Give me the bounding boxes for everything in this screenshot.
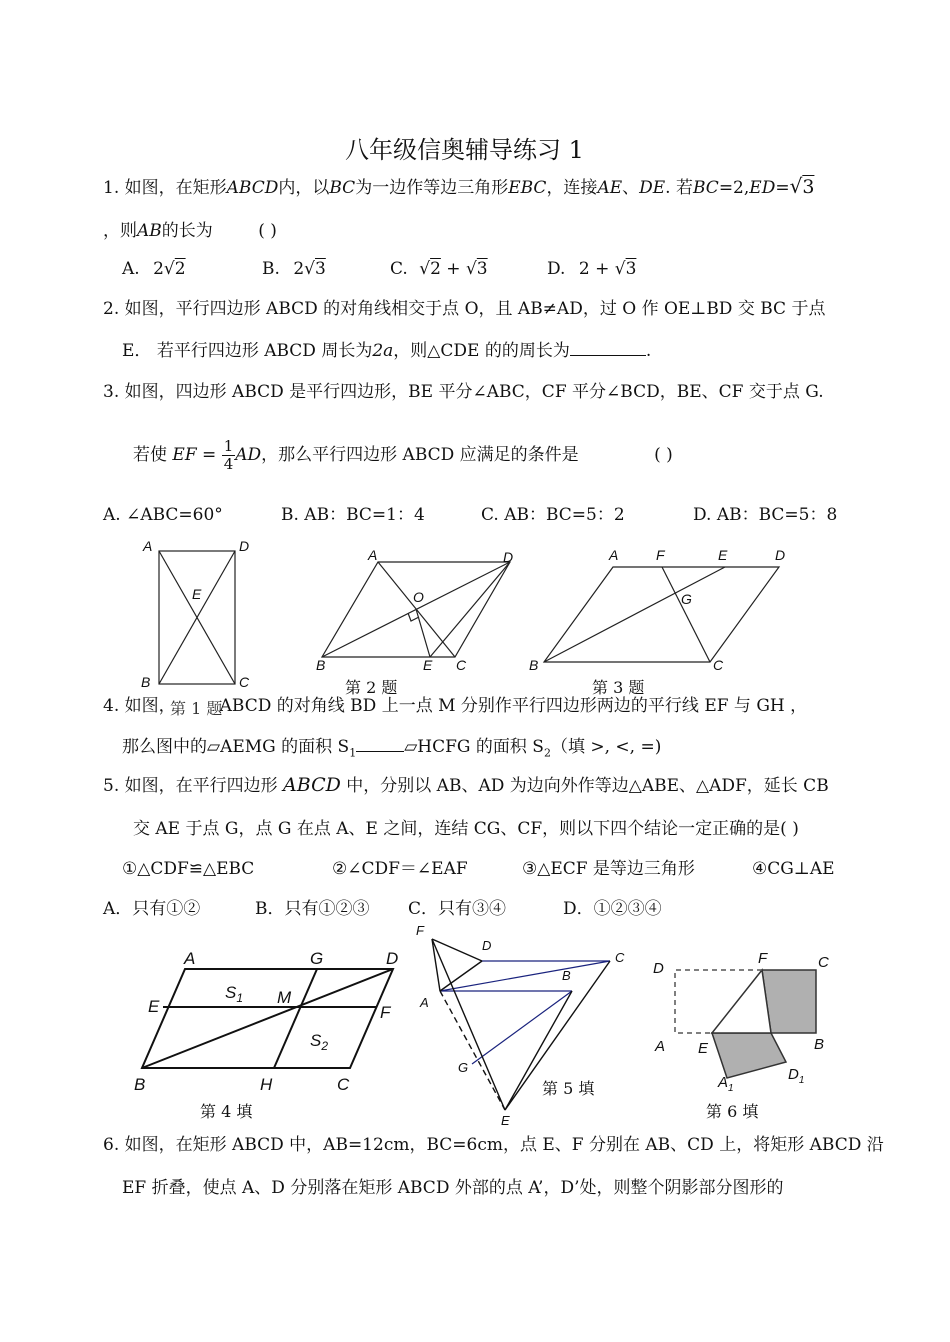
figure-2 (310, 540, 530, 680)
label-d: D (482, 938, 492, 953)
segment-ae-dashed (440, 991, 505, 1110)
answer-paren: ( ) (654, 445, 673, 465)
figure-1 (135, 535, 265, 700)
option-d: D. AB：BC=5：8 (693, 505, 838, 525)
segment-fe (432, 939, 505, 1110)
label-d1: $D_1$ (788, 1066, 805, 1086)
segment-ad (440, 961, 482, 991)
label-b: B (529, 657, 539, 673)
label-b: B (141, 674, 151, 690)
question-2-line-1: 2. 如图，平行四边形 ABCD 的对角线相交于点 O，且 AB≠AD，过 O 作 OE⊥BD 交 BC 于点 (103, 299, 826, 319)
answer-paren: ( ) (258, 221, 277, 241)
label-a: A (184, 949, 196, 968)
label-c: C (239, 674, 250, 690)
figure-1-caption: 第 1 题 (170, 699, 223, 718)
figure-3-caption: 第 3 题 (592, 678, 645, 697)
question-5-line-1: 5. 如图，在平行四边形 ABCD 中，分别以 AB、AD 为边向外作等边△ABE、△ADF，延长 CB (103, 774, 829, 796)
segment-gb (472, 991, 572, 1064)
question-5-line-2: 交 AE 于点 G，点 G 在点 A、E 之间，连结 CG、CF，则以下四个结论一定正确的是( ) (133, 819, 799, 839)
bisector-be (544, 567, 725, 662)
bisector-cf (662, 567, 710, 662)
label-b: B (562, 968, 571, 983)
label-e: E (423, 657, 433, 673)
question-6-line-2: EF 折叠，使点 A、D 分别落在矩形 ABCD 外部的点 A’，D’处，则整个阴影部分图形的 (122, 1178, 784, 1198)
label-c: C (713, 657, 724, 673)
segment-gh (274, 969, 317, 1068)
option-b: B. AB：BC=1：4 (281, 505, 425, 525)
statement-1: ①△CDF≌△EBC (122, 859, 255, 879)
label-s2: $S_2$ (310, 1031, 329, 1053)
question-3-line-1: 3. 如图，四边形 ABCD 是平行四边形，BE 平分∠ABC，CF 平分∠BCD，BE、CF 交于点 G. (103, 382, 824, 402)
label-f: F (380, 1003, 391, 1022)
fraction-one-quarter: $\frac{1}{4}$ (223, 437, 234, 473)
label-f: F (416, 923, 424, 938)
label-g: G (458, 1060, 469, 1075)
label-d: D (775, 547, 786, 563)
figure-2-caption: 第 2 题 (345, 678, 398, 697)
label-d: D (653, 960, 664, 977)
question-3-line-2: 若使 EF = $\frac{1}{4}$ AD，那么平行四边形 ABCD 应满足的条件是 ( ) (133, 437, 673, 473)
label-m: M (277, 988, 292, 1007)
question-2-line-2: E． 若平行四边形 ABCD 周长为2a，则△CDE 的的周长为 . (122, 341, 652, 361)
label-e: E (718, 547, 728, 563)
label-s1: $S_1$ (225, 983, 244, 1005)
label-c: C (818, 954, 829, 971)
option-a: A．只有①② (103, 899, 201, 919)
label-e: E (148, 997, 160, 1016)
question-4-line-1: 4. 如图， ABCD 的对角线 BD 上一点 M 分别作平行四边形两边的平行线 EF 与 GH ， (103, 696, 808, 716)
option-b: B. 2√3 (262, 259, 326, 279)
label-b: B (134, 1075, 146, 1094)
question-4-line-2: 那么图中的▱AEMG 的面积 $S_1$ ▱HCFG 的面积 $S_2$（填 >, <, =) (122, 737, 662, 760)
label-o: O (413, 589, 424, 605)
label-b: B (316, 657, 326, 673)
diagonal-bd (142, 969, 393, 1068)
label-a: A (420, 995, 429, 1010)
label-e: E (192, 586, 202, 602)
label-a: A (609, 547, 619, 563)
segment-de (430, 562, 510, 657)
figure-6 (650, 945, 840, 1095)
option-c: C. √2 + √3 (390, 259, 488, 279)
label-c: C (337, 1075, 350, 1094)
label-f: F (656, 547, 665, 563)
segment-ac (440, 961, 610, 991)
question-1-line-1: 1. 如图，在矩形ABCD内，以BC为一边作等边三角形EBC，连接AE、DE. 若BC=2,ED=√3 (103, 174, 815, 198)
folded-triangle (712, 970, 771, 1033)
figure-4-caption: 第 4 填 (200, 1102, 253, 1121)
answer-blank[interactable] (356, 751, 404, 752)
statement-3: ③△ECF 是等边三角形 (522, 859, 695, 879)
question-1-number: 1. (103, 178, 120, 198)
figure-5 (410, 922, 640, 1127)
question-6-line-1: 6. 如图，在矩形 ABCD 中，AB=12cm，BC=6cm，点 E、F 分别在 AB、CD 上，将矩形 ABCD 沿 (103, 1135, 884, 1155)
label-e: E (698, 1040, 709, 1057)
figure-4 (130, 940, 420, 1100)
label-a: A (655, 1038, 666, 1055)
question-1-line-2: ，则AB的长为 ( ) (103, 221, 277, 241)
label-a1: $A_1$ (718, 1074, 734, 1094)
label-d: D (386, 949, 399, 968)
answer-blank[interactable] (570, 355, 646, 356)
option-d: D. 2 + √3 (547, 259, 637, 279)
shaded-quad-ea1d1 (712, 1033, 786, 1078)
label-g: G (310, 949, 324, 968)
statement-2: ②∠CDF＝∠EAF (332, 859, 468, 879)
option-c: C. AB：BC=5：2 (481, 505, 625, 525)
statement-4: ④CG⊥AE (752, 859, 835, 879)
parallelogram-abcd (544, 567, 779, 662)
label-c: C (456, 657, 467, 673)
label-d: D (503, 549, 514, 565)
page-title: 八年级信奥辅导练习 1 (345, 136, 584, 164)
figure-3 (525, 540, 795, 675)
option-d: D．①②③④ (563, 899, 662, 919)
label-a: A (368, 547, 378, 563)
label-c: C (615, 950, 625, 965)
figure-6-caption: 第 6 填 (706, 1102, 759, 1121)
label-h: H (260, 1075, 273, 1094)
label-b: B (814, 1036, 825, 1053)
option-a: A. 2√2 (122, 259, 186, 279)
option-b: B．只有①②③ (255, 899, 370, 919)
sqrt-sign: √ (789, 174, 803, 198)
label-d: D (239, 538, 250, 554)
label-g: G (681, 591, 692, 607)
option-c: C．只有③④ (408, 899, 507, 919)
label-f: F (758, 950, 768, 967)
figure-5-caption: 第 5 填 (542, 1079, 595, 1098)
option-a: A. ∠ABC=60° (103, 505, 223, 525)
label-e: E (501, 1113, 510, 1127)
segment-oe (416, 609, 430, 657)
label-a: A (143, 538, 153, 554)
